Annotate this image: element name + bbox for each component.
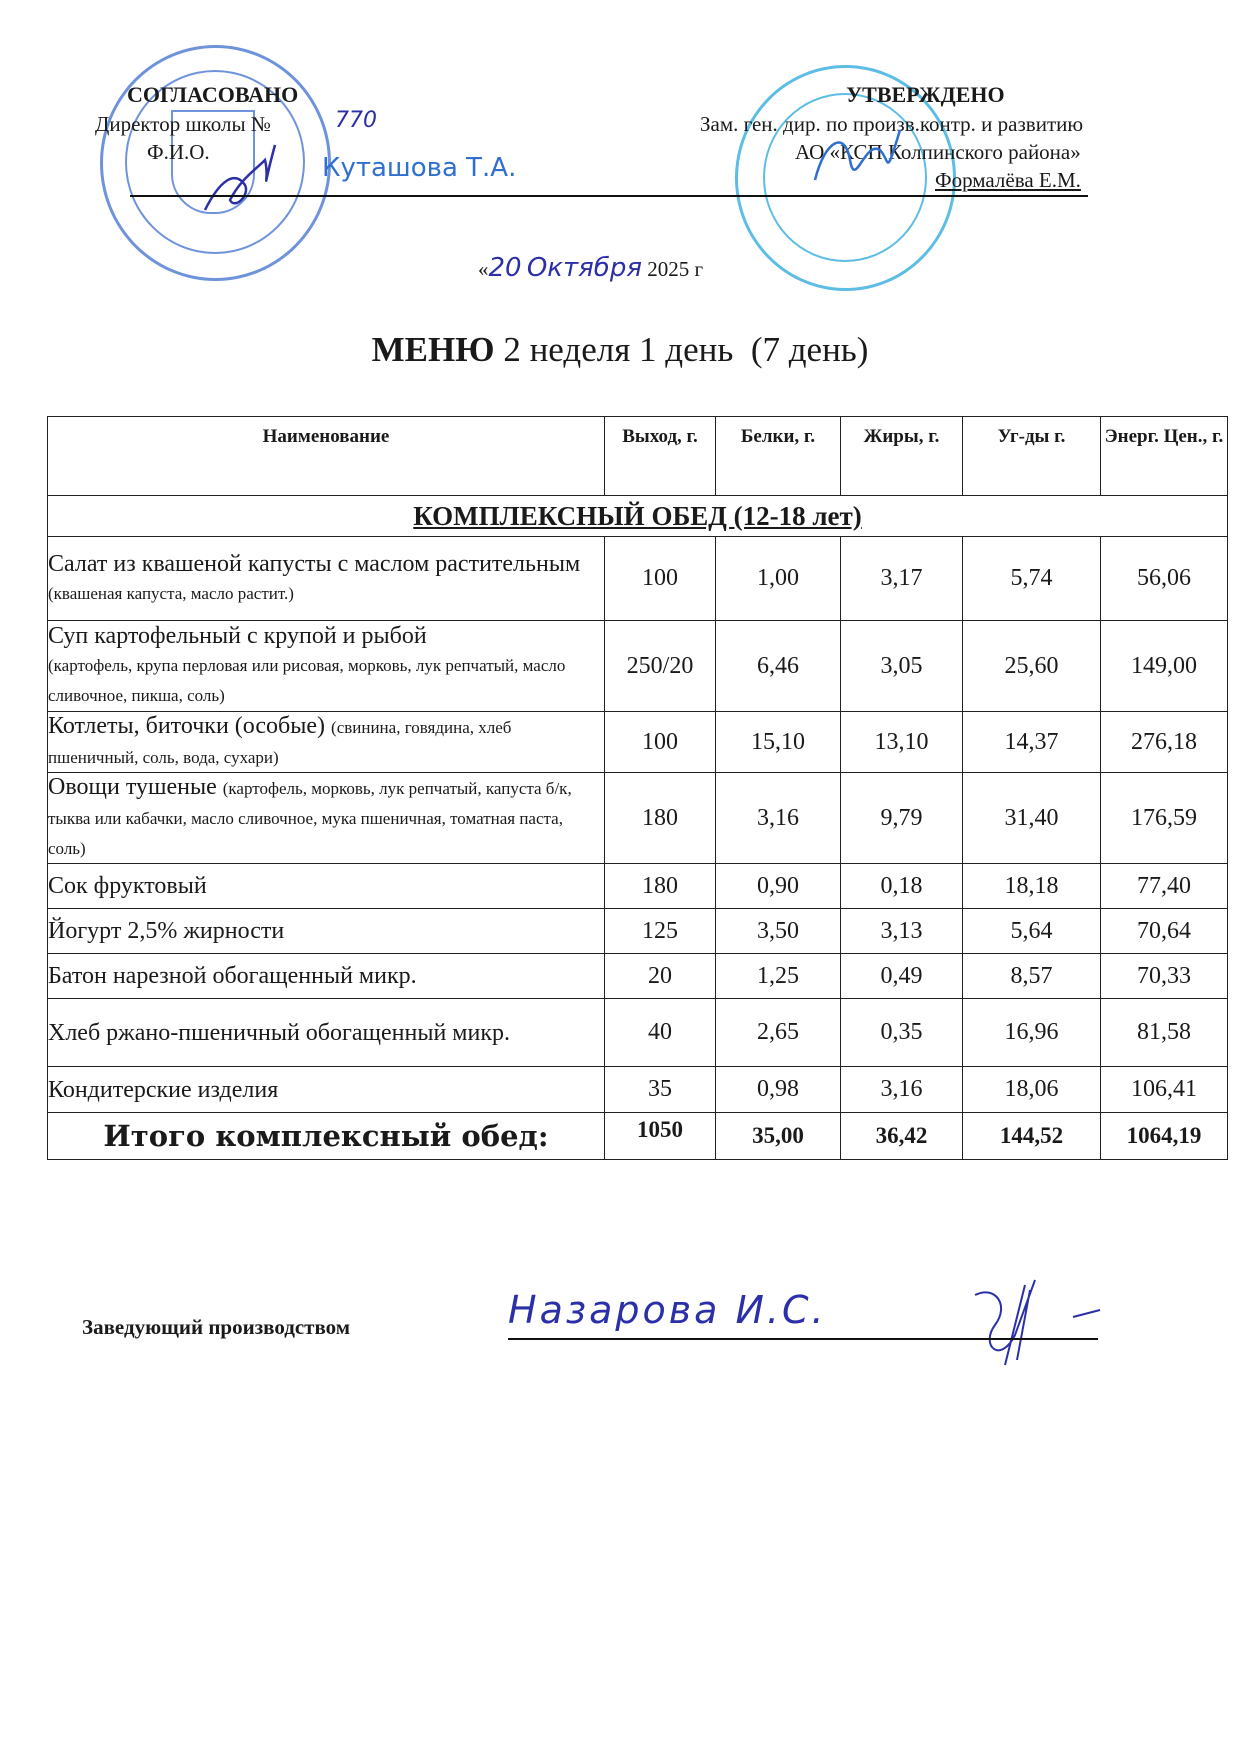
table-row	[48, 537, 1228, 621]
cell-fat: 3,16	[841, 1067, 963, 1113]
dish-name: Батон нарезной обогащенный микр.	[48, 954, 605, 999]
cell-yield: 250/20	[605, 621, 716, 712]
cell-fat: 3,05	[841, 621, 963, 712]
dish-name: Йогурт 2,5% жирности	[48, 909, 605, 954]
cell-yield: 100	[605, 712, 716, 773]
cell-energy: 70,33	[1101, 954, 1228, 999]
dish-name: Суп картофельный с крупой и рыбой	[48, 623, 427, 649]
cell-protein: 0,98	[716, 1067, 841, 1113]
dish-name: Хлеб ржано-пшеничный обогащенный микр.	[48, 999, 605, 1067]
cell-fat: 0,49	[841, 954, 963, 999]
cell-fat: 0,18	[841, 864, 963, 909]
cell-energy: 77,40	[1101, 864, 1228, 909]
cell-yield: 125	[605, 909, 716, 954]
cell-carbs: 16,96	[963, 999, 1101, 1067]
table-row	[48, 1067, 1228, 1113]
total-label: Итого комплексный обед:	[48, 1113, 605, 1160]
total-energy: 1064,19	[1101, 1113, 1228, 1160]
signature-line-top	[130, 195, 1088, 197]
total-row	[48, 1113, 1228, 1160]
menu-title-rest: 2 неделя 1 день (7 день)	[494, 330, 869, 369]
header-energy: Энерг. Цен., г.	[1101, 417, 1228, 496]
table-row	[48, 712, 1228, 773]
cell-carbs: 14,37	[963, 712, 1101, 773]
signature-line-bottom	[508, 1338, 1098, 1340]
cell-yield: 40	[605, 999, 716, 1067]
table-row	[48, 999, 1228, 1067]
cell-yield: 180	[605, 864, 716, 909]
cell-protein: 1,00	[716, 537, 841, 621]
approved-title: УТВЕРЖДЕНО	[846, 82, 1005, 107]
table-header-row	[48, 417, 1228, 496]
fio-label: Ф.И.О.	[147, 140, 210, 164]
approver-company: АО «КСП Колпинского района»	[795, 140, 1081, 164]
cell-fat: 3,17	[841, 537, 963, 621]
table-row	[48, 864, 1228, 909]
approver-position: Зам. ген. дир. по произв.контр. и развитию	[700, 112, 1084, 136]
approver-signature	[805, 120, 915, 200]
total-protein: 35,00	[716, 1113, 841, 1160]
cell-carbs: 18,06	[963, 1067, 1101, 1113]
section-title: КОМПЛЕКСНЫЙ ОБЕД (12-18 лет)	[413, 500, 862, 531]
date-month: Октября	[526, 253, 642, 283]
cell-protein: 0,90	[716, 864, 841, 909]
director-label: Директор школы №	[95, 112, 271, 136]
cell-carbs: 8,57	[963, 954, 1101, 999]
header-protein: Белки, г.	[716, 417, 841, 496]
cell-energy: 70,64	[1101, 909, 1228, 954]
header-yield: Выход, г.	[605, 417, 716, 496]
cell-carbs: 5,74	[963, 537, 1101, 621]
table-row	[48, 909, 1228, 954]
cell-protein: 3,50	[716, 909, 841, 954]
cell-yield: 35	[605, 1067, 716, 1113]
date-line	[478, 253, 703, 283]
approver-name: Формалёва Е.М.	[935, 168, 1081, 192]
cell-energy: 81,58	[1101, 999, 1228, 1067]
header-name: Наименование	[48, 417, 605, 496]
total-yield: 1050	[605, 1113, 716, 1160]
section-row	[48, 496, 1228, 537]
cell-energy: 176,59	[1101, 773, 1228, 864]
cell-yield: 100	[605, 537, 716, 621]
dish-ingredients: (свинина, говядина, хлеб пшеничный, соль, вода, сухари)	[48, 718, 512, 767]
cell-energy: 56,06	[1101, 537, 1228, 621]
dish-ingredients: (картофель, морковь, лук репчатый, капуста б/к, тыква или кабачки, масло сливочное, мука пшеничная, томатная паста, соль)	[48, 779, 572, 858]
dish-name: Котлеты, биточки (особые)	[48, 713, 326, 739]
cell-protein: 1,25	[716, 954, 841, 999]
date-open-quote: «	[478, 257, 489, 281]
director-name: Куташова Т.А.	[322, 153, 517, 183]
dish-name: Овощи тушеные	[48, 774, 217, 800]
dish-name: Салат из квашеной капусты с маслом растительным	[48, 550, 581, 577]
menu-title	[0, 330, 1240, 370]
cell-fat: 9,79	[841, 773, 963, 864]
cell-protein: 15,10	[716, 712, 841, 773]
cell-carbs: 31,40	[963, 773, 1101, 864]
header-carbs: Уг-ды г.	[963, 417, 1101, 496]
cell-fat: 0,35	[841, 999, 963, 1067]
cell-energy: 106,41	[1101, 1067, 1228, 1113]
total-carbs: 144,52	[963, 1113, 1101, 1160]
production-manager-label: Заведующий производством	[82, 1315, 351, 1339]
cell-carbs: 5,64	[963, 909, 1101, 954]
cell-energy: 149,00	[1101, 621, 1228, 712]
cell-fat: 3,13	[841, 909, 963, 954]
dish-ingredients: (квашеная капуста, масло растит.)	[48, 583, 294, 603]
dish-name: Кондитерские изделия	[48, 1067, 605, 1113]
table-row	[48, 621, 1228, 712]
date-year: 2025 г	[647, 257, 704, 281]
dish-ingredients: (картофель, крупа перловая или рисовая, морковь, лук репчатый, масло сливочное, пикша, соль)	[48, 656, 566, 705]
cell-yield: 180	[605, 773, 716, 864]
table-row	[48, 954, 1228, 999]
cell-carbs: 18,18	[963, 864, 1101, 909]
menu-title-bold: МЕНЮ	[371, 330, 495, 369]
school-number-handwritten: 770	[335, 108, 377, 133]
cell-protein: 6,46	[716, 621, 841, 712]
date-day: 20	[488, 253, 522, 283]
cell-protein: 2,65	[716, 999, 841, 1067]
header-fat: Жиры, г.	[841, 417, 963, 496]
director-signature	[195, 140, 285, 225]
cell-yield: 20	[605, 954, 716, 999]
production-manager-name: Назарова И.С.	[508, 1288, 827, 1332]
cell-protein: 3,16	[716, 773, 841, 864]
cell-energy: 276,18	[1101, 712, 1228, 773]
production-manager-signature	[955, 1275, 1105, 1370]
cell-fat: 13,10	[841, 712, 963, 773]
dish-name: Сок фруктовый	[48, 864, 605, 909]
cell-carbs: 25,60	[963, 621, 1101, 712]
menu-table	[47, 416, 1228, 1160]
agreed-title: СОГЛАСОВАНО	[127, 82, 299, 107]
total-fat: 36,42	[841, 1113, 963, 1160]
table-row	[48, 773, 1228, 864]
